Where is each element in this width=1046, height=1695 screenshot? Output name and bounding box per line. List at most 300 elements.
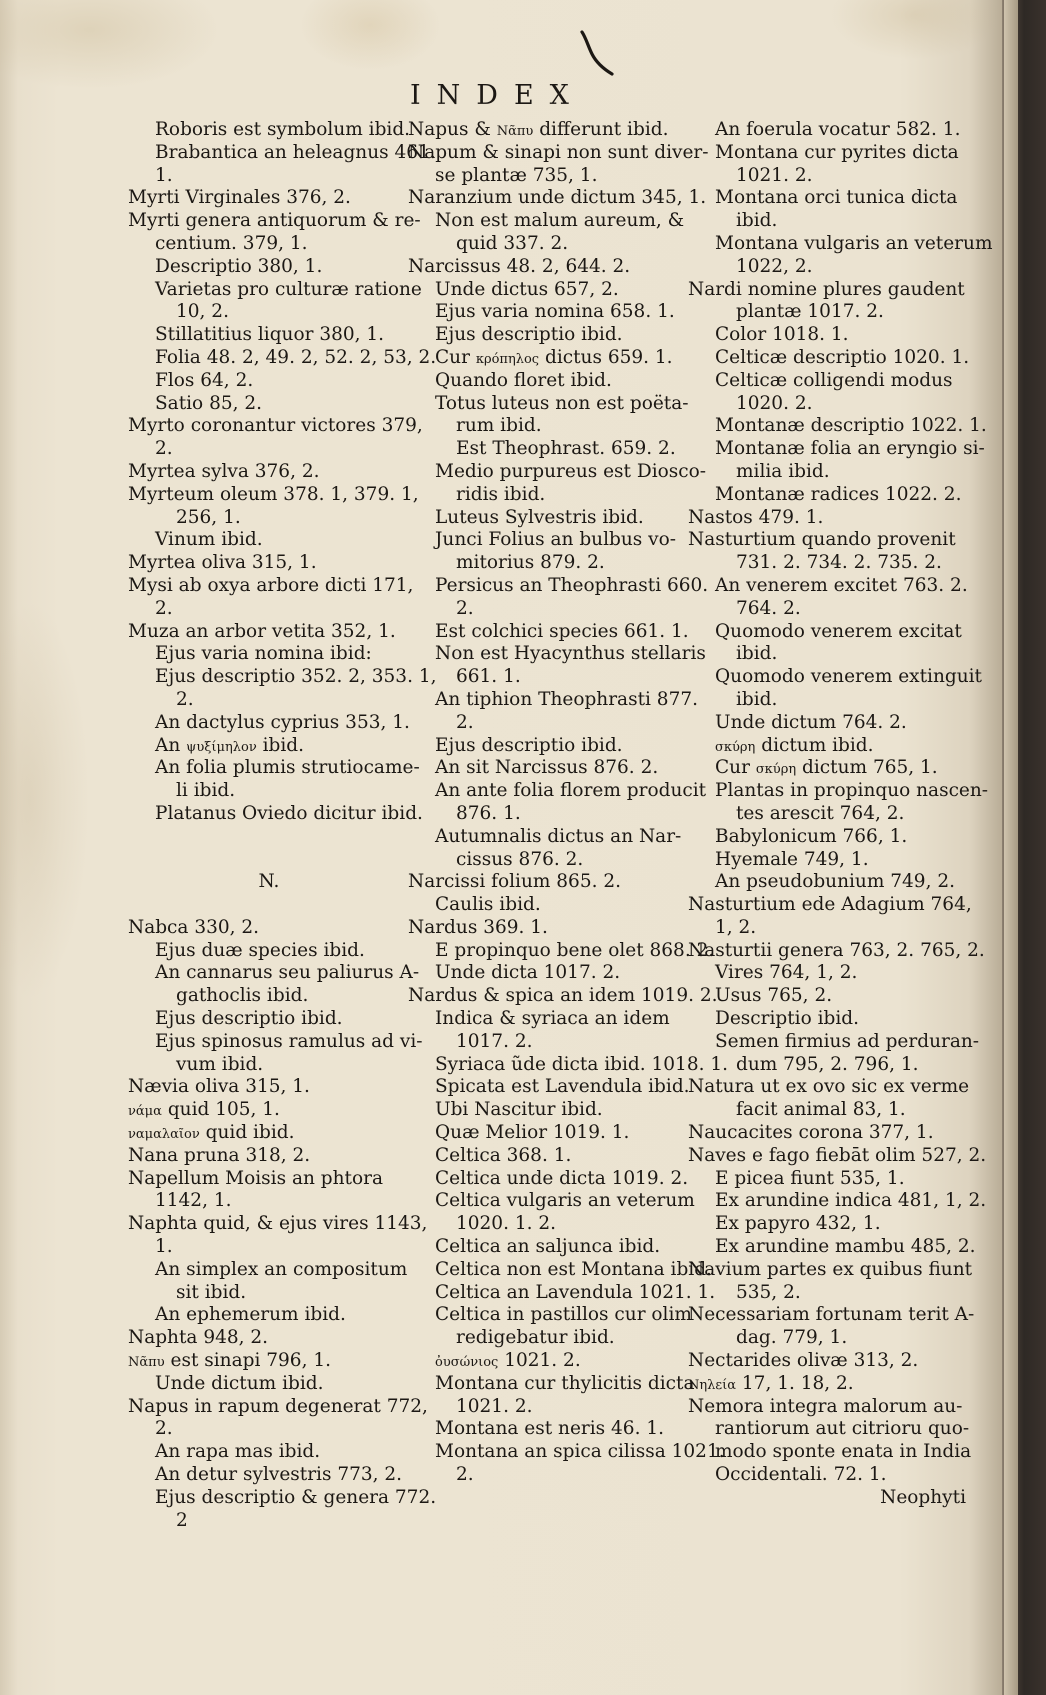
entry-text: 2. <box>155 597 173 619</box>
index-line <box>688 1464 966 1487</box>
index-line <box>688 1099 966 1122</box>
index-line <box>128 1213 428 1236</box>
index-line <box>408 484 690 507</box>
entry-text: Mysi ab oxya arbore dicti 171, <box>128 574 414 596</box>
index-line <box>688 757 966 780</box>
index-line <box>128 1076 410 1099</box>
greek-term: κρόπηλος <box>475 351 540 367</box>
entry-text: Nabca 330, 2. <box>128 916 260 938</box>
entry-text: 731. 2. 734. 2. 735. 2. <box>736 552 942 574</box>
index-line <box>688 529 966 552</box>
entry-text: Myrteum oleum 378. 1, 379. 1, <box>128 483 419 505</box>
entry-reference: quid ibid. <box>205 1122 295 1144</box>
top-mark <box>578 28 618 78</box>
entry-text: An dactylus cyprius 353, 1. <box>155 711 410 733</box>
index-line <box>408 438 690 461</box>
index-line <box>688 780 989 803</box>
index-line <box>128 917 410 940</box>
entry-text: Cur <box>715 757 750 779</box>
entry-text: 2 <box>176 1509 188 1531</box>
index-line <box>128 1145 410 1168</box>
greek-term: Νᾶπυ <box>128 1355 165 1371</box>
entry-text: 1. <box>155 164 173 186</box>
entry-text: Celtica non est Montana ibid. <box>435 1258 712 1280</box>
index-line <box>128 1395 428 1419</box>
entry-text: Platanus Oviedo dicitur ibid. <box>155 802 423 824</box>
index-line <box>408 347 690 370</box>
entry-text: Nasturtium quando provenit <box>688 529 956 551</box>
index-line <box>408 119 690 142</box>
entry-text: facit animal 83, 1. <box>736 1099 906 1121</box>
entry-text: Unde dictum 764. 2. <box>715 711 907 733</box>
entry-text: 10, 2. <box>176 301 229 323</box>
entry-text: Montana est neris 46. 1. <box>435 1418 664 1440</box>
entry-text: Necessariam fortunam terit A- <box>688 1304 975 1326</box>
entry-text: 661. 1. <box>456 666 521 688</box>
index-line <box>688 165 966 188</box>
index-line <box>128 393 410 416</box>
entry-reference: dictum 765, 1. <box>802 757 938 779</box>
index-line <box>408 187 707 210</box>
index-line <box>408 370 690 393</box>
entry-text: ibid. <box>736 688 778 710</box>
index-line <box>128 574 414 598</box>
index-line <box>128 1486 437 1510</box>
entry-text: gathoclis ibid. <box>176 985 309 1007</box>
entry-text: ibid. <box>736 210 778 232</box>
index-line <box>688 301 966 324</box>
index-line <box>128 940 410 963</box>
index-line <box>688 1190 987 1213</box>
entry-text: An venerem excitet 763. 2. <box>715 574 968 596</box>
index-line <box>688 1008 966 1031</box>
index-line <box>408 165 690 188</box>
index-line <box>128 141 436 165</box>
index-line <box>128 643 410 666</box>
index-line <box>128 461 410 484</box>
binding-edge <box>1004 0 1018 1695</box>
index-line <box>128 1099 410 1122</box>
entry-text: li ibid. <box>176 780 236 802</box>
entry-text: Naphta 948, 2. <box>128 1327 269 1349</box>
entry-reference: dictus 659. 1. <box>544 346 673 368</box>
index-line <box>128 1054 410 1077</box>
entry-text: Spicata est Lavendula ibid. <box>435 1076 690 1098</box>
index-line <box>688 894 972 917</box>
entry-text: Narcissus 48. 2, 644. 2. <box>408 255 631 277</box>
index-line <box>688 438 985 461</box>
entry-text: Myrti Virginales 376, 2. <box>128 187 351 209</box>
entry-text: Unde dicta 1017. 2. <box>435 962 621 984</box>
index-line <box>408 141 709 165</box>
index-line <box>688 917 966 940</box>
index-line <box>688 461 966 484</box>
entry-text: 2. <box>456 711 474 733</box>
greek-term: ναμαλαῖον <box>128 1127 200 1143</box>
entry-text: Nævia oliva 315, 1. <box>128 1076 310 1098</box>
index-line <box>128 1441 410 1464</box>
index-line <box>408 1396 690 1419</box>
entry-text: centium. 379, 1. <box>155 232 308 254</box>
index-line <box>128 802 423 826</box>
entry-text: 876. 1. <box>456 802 521 824</box>
index-line <box>688 1122 966 1145</box>
index-line <box>408 233 690 256</box>
index-line <box>408 1122 690 1145</box>
index-line <box>688 1144 987 1168</box>
entry-text: Montana vulgaris an veterum <box>715 232 993 254</box>
index-line <box>128 1236 410 1259</box>
entry-text: Montana an spica cilissa 1021. <box>435 1441 725 1463</box>
entry-text: Nasturtium ede Adagium 764, <box>688 894 972 916</box>
entry-text: An foerula vocatur 582. 1. <box>715 119 961 140</box>
index-line <box>408 894 690 917</box>
entry-text: Celtica an Lavendula 1021. 1. <box>435 1281 716 1303</box>
entry-text: An folia plumis strutiocame- <box>155 757 420 779</box>
index-line <box>688 962 966 985</box>
index-line <box>408 1372 695 1396</box>
greek-term: ψυξίμηλον <box>186 739 257 755</box>
entry-reference: 17, 1. 18, 2. <box>741 1372 854 1394</box>
column-spacer <box>128 826 410 872</box>
index-line <box>688 598 966 621</box>
index-line <box>688 1441 972 1464</box>
entry-text: An rapa mas ibid. <box>155 1441 321 1463</box>
entry-text: Ejus descriptio ibid. <box>155 1008 343 1030</box>
entry-text: Folia 48. 2, 49. 2, 52. 2, 53, 2. <box>155 346 437 368</box>
entry-text: Unde dictus 657, 2. <box>435 278 619 300</box>
entry-text: 1. <box>155 1236 173 1258</box>
entry-text: Medio purpureus est Diosco- <box>435 460 706 482</box>
entry-text: Est colchici species 661. 1. <box>435 620 689 642</box>
entry-text: Caulis ibid. <box>435 894 541 916</box>
entry-text: sit ibid. <box>176 1281 247 1303</box>
entry-text: 1020. 1. 2. <box>456 1213 557 1235</box>
index-line <box>128 1030 423 1054</box>
entry-text: Muza an arbor vetita 352, 1. <box>128 620 396 642</box>
index-line <box>408 460 706 484</box>
entry-text: Descriptio ibid. <box>715 1008 860 1030</box>
entry-text: Neophyti <box>880 1486 966 1508</box>
entry-text: Narcissi folium 865. 2. <box>408 871 622 893</box>
index-line <box>688 415 987 438</box>
index-line <box>128 483 419 507</box>
entry-text: Celticæ descriptio 1020. 1. <box>715 346 970 368</box>
entry-text: 1142, 1. <box>155 1190 232 1212</box>
index-line <box>128 278 422 302</box>
entry-text: Vinum ibid. <box>155 529 263 551</box>
index-line <box>688 735 966 758</box>
entry-text: Ejus descriptio ibid. <box>435 734 623 756</box>
index-line <box>688 119 966 142</box>
entry-text: Myrti genera antiquorum & re- <box>128 210 421 232</box>
index-line <box>688 507 966 530</box>
entry-text: Luteus Sylvestris ibid. <box>435 506 644 528</box>
entry-text: Ejus descriptio ibid. <box>435 324 623 346</box>
index-line <box>128 415 423 438</box>
index-line <box>128 985 410 1008</box>
index-line <box>128 1304 410 1327</box>
entry-text: Quomodo venerem extinguit <box>715 666 982 688</box>
entry-text: Napus & <box>408 119 491 140</box>
entry-text: An sit Narcissus 876. 2. <box>435 757 659 779</box>
index-line <box>408 688 699 712</box>
index-line <box>688 142 966 165</box>
entry-text: Montanæ radices 1022. 2. <box>715 483 962 505</box>
index-line <box>408 871 690 894</box>
entry-text: Naucacites corona 377, 1. <box>688 1122 934 1144</box>
entry-text: quid 337. 2. <box>456 232 569 254</box>
index-line <box>408 939 715 963</box>
entry-text: 1022, 2. <box>736 255 813 277</box>
entry-text: Nardus 369. 1. <box>408 916 548 938</box>
entry-text: dag. 779, 1. <box>736 1327 848 1349</box>
index-line <box>128 346 437 370</box>
index-line <box>408 552 690 575</box>
index-line <box>408 1053 729 1077</box>
index-line <box>408 962 690 985</box>
index-line <box>408 1145 690 1168</box>
entry-text: Stillatitius liquor 380, 1. <box>155 324 385 346</box>
index-line <box>688 370 966 393</box>
entry-text: Ex arundine indica 481, 1, 2. <box>715 1190 987 1212</box>
index-line <box>408 507 690 530</box>
index-line <box>408 1441 725 1464</box>
entry-text: Babylonicum 766, 1. <box>715 825 908 847</box>
entry-text: Nana pruna 318, 2. <box>128 1144 311 1166</box>
index-line <box>128 1122 410 1145</box>
entry-text: cissus 876. 2. <box>456 848 584 870</box>
entry-text: Ejus varia nomina 658. 1. <box>435 301 675 323</box>
index-line <box>688 1304 975 1327</box>
index-line <box>408 1031 690 1054</box>
index-line <box>408 1168 690 1191</box>
index-line <box>688 939 985 963</box>
index-line <box>688 484 966 507</box>
entry-text: 2. <box>456 1464 474 1486</box>
greek-term: ὀυσώνιος <box>435 1355 499 1371</box>
index-line <box>408 735 690 758</box>
index-line <box>688 643 966 666</box>
greek-term: Νᾶπυ <box>496 124 534 139</box>
entry-text: 1021. 2. <box>736 164 813 186</box>
index-line <box>408 1281 716 1305</box>
entry-text: An ante folia florem producit <box>435 780 707 802</box>
index-line <box>688 1373 966 1396</box>
entry-text: Descriptio 380, 1. <box>155 255 323 277</box>
entry-text: N. <box>258 871 280 893</box>
entry-text: ibid. <box>736 643 778 665</box>
index-line <box>688 849 966 872</box>
column-spacer <box>128 894 410 917</box>
entry-text: Nasturtii genera 763, 2. 765, 2. <box>688 939 985 961</box>
entry-text: Ejus duæ species ibid. <box>155 939 365 961</box>
entry-text: vum ibid. <box>176 1053 264 1075</box>
index-line <box>688 1327 966 1350</box>
index-line <box>408 574 709 598</box>
entry-reference: quid 105, 1. <box>167 1099 280 1121</box>
entry-text: ridis ibid. <box>456 483 546 505</box>
entry-text: 535, 2. <box>736 1281 801 1303</box>
index-line <box>688 279 966 302</box>
entry-text: 764. 2. <box>736 597 801 619</box>
index-line <box>128 1373 410 1396</box>
entry-text: Junci Folius an bulbus vo- <box>435 529 676 551</box>
index-line <box>408 985 718 1008</box>
index-line <box>688 187 966 210</box>
index-line <box>128 301 410 324</box>
index-line <box>688 871 966 894</box>
entry-text: Semen firmius ad perduran- <box>715 1030 980 1052</box>
entry-text: An pseudobunium 749, 2. <box>715 871 955 893</box>
entry-text: Indica & syriaca an idem <box>435 1008 670 1030</box>
index-line <box>688 1282 966 1305</box>
index-line <box>408 666 690 689</box>
entry-text: rum ibid. <box>456 415 542 437</box>
entry-text: Usus 765, 2. <box>715 985 833 1007</box>
index-line <box>688 552 966 575</box>
entry-text: modo sponte enata in India <box>715 1441 972 1463</box>
entry-text: Hyemale 749, 1. <box>715 848 869 870</box>
index-line <box>688 712 966 735</box>
index-line <box>408 1099 690 1122</box>
entry-text: Ubi Nascitur ibid. <box>435 1099 603 1121</box>
entry-text: Brabantica an heleagnus 461. <box>155 141 436 163</box>
entry-text: Ejus descriptio 352. 2, 353. 1, <box>155 666 437 688</box>
index-line <box>128 1259 410 1282</box>
entry-text: Navium partes ex quibus fiunt <box>688 1258 973 1280</box>
entry-text: Autumnalis dictus an Nar- <box>435 825 682 847</box>
entry-text: 2. <box>456 597 474 619</box>
greek-term: σκύρη <box>755 762 797 778</box>
index-line <box>688 1350 966 1373</box>
index-line <box>128 233 410 256</box>
entry-text: An detur sylvestris 773, 2. <box>155 1464 403 1486</box>
entry-text: Napus in rapum degenerat 772, <box>128 1395 428 1417</box>
index-line <box>128 187 410 210</box>
entry-text: Roboris est symbolum ibid. <box>155 119 411 140</box>
index-line <box>408 1076 690 1099</box>
index-line <box>128 757 420 780</box>
index-line <box>408 1008 690 1031</box>
index-line <box>688 1030 980 1054</box>
entry-text: An ephemerum ibid. <box>155 1304 346 1326</box>
entry-text: Est Theophrast. 659. 2. <box>456 438 676 460</box>
index-line <box>688 1076 970 1099</box>
index-line <box>408 1418 690 1441</box>
entry-text: Quando floret ibid. <box>435 369 612 391</box>
index-line <box>408 712 690 735</box>
entry-text: Non est malum aureum, & <box>435 210 685 232</box>
index-line <box>688 689 966 712</box>
index-line <box>128 552 410 575</box>
index-line <box>128 1464 410 1487</box>
index-line <box>408 279 690 302</box>
index-line <box>408 1304 690 1327</box>
entry-reference: 1021. 2. <box>504 1350 581 1372</box>
index-line <box>688 1054 966 1077</box>
entry-text: 1, 2. <box>715 916 757 938</box>
entry-text: Celtica unde dicta 1019. 2. <box>435 1167 689 1189</box>
entry-text: 256, 1. <box>176 506 241 528</box>
entry-text: Montanæ descriptio 1022. 1. <box>715 415 987 437</box>
index-line <box>408 301 690 324</box>
index-line <box>408 1236 690 1259</box>
entry-text: Myrtea sylva 376, 2. <box>128 460 320 482</box>
entry-text: Myrto coronantur victores 379, <box>128 415 423 437</box>
entry-text: Natura ut ex ovo sic ex verme <box>688 1076 970 1098</box>
entry-text: Satio 85, 2. <box>155 392 263 414</box>
entry-text: 2. <box>155 438 173 460</box>
index-line <box>128 1168 410 1191</box>
index-line <box>128 119 410 142</box>
entry-text: Ejus descriptio & genera 772. <box>155 1486 437 1508</box>
index-line <box>128 666 437 689</box>
index-line <box>128 256 410 279</box>
entry-text: An <box>155 734 181 756</box>
index-line <box>688 666 982 689</box>
entry-reference: dictum ibid. <box>761 734 874 756</box>
entry-text: Ex papyro 432, 1. <box>715 1213 881 1235</box>
entry-text: E picea fiunt 535, 1. <box>715 1167 905 1189</box>
index-line <box>688 393 966 416</box>
index-line <box>128 1190 410 1213</box>
index-line <box>688 1236 976 1259</box>
entry-text: Syriaca ũde dicta ibid. 1018. 1. <box>435 1053 729 1075</box>
entry-text: Celtica 368. 1. <box>435 1144 572 1166</box>
index-line <box>128 598 410 621</box>
entry-text: Naves e fago fiebāt olim 527, 2. <box>688 1144 987 1166</box>
index-line <box>688 575 966 598</box>
index-line <box>408 917 690 940</box>
entry-text: Nemora integra malorum au- <box>688 1395 963 1417</box>
entry-text: 2. <box>176 688 194 710</box>
index-line <box>128 370 410 393</box>
entry-text: Naranzium unde dictum 345, 1. <box>408 187 707 209</box>
entry-text: tes arescit 764, 2. <box>736 802 905 824</box>
index-line <box>128 1282 410 1305</box>
entry-text: Napellum Moisis an phtora <box>128 1167 383 1189</box>
entry-text: Montana orci tunica dicta <box>715 187 958 209</box>
index-line <box>688 1418 970 1441</box>
index-line <box>688 1168 966 1191</box>
entry-text: Nastos 479. 1. <box>688 506 824 528</box>
entry-text: Varietas pro culturæ ratione <box>155 278 422 300</box>
index-line <box>408 621 690 644</box>
entry-reference: differunt ibid. <box>539 119 669 140</box>
entry-text: Ejus varia nomina ibid: <box>155 643 372 665</box>
entry-text: Non est Hyacynthus stellaris <box>435 643 706 665</box>
greek-term: Νηλεία <box>688 1377 737 1393</box>
entry-reference: ibid. <box>262 734 305 756</box>
index-line <box>128 507 410 530</box>
index-line <box>128 1008 410 1031</box>
index-line <box>408 803 690 826</box>
entry-text: Persicus an Theophrasti 660. <box>435 574 709 596</box>
entry-text: Quomodo venerem excitat <box>715 620 962 642</box>
entry-text: Montana cur thylicitis dicta <box>435 1372 695 1394</box>
entry-text: milia ibid. <box>736 460 830 482</box>
entry-text: 2. <box>155 1418 173 1440</box>
index-line <box>128 689 410 712</box>
entry-text: Cur <box>435 346 470 368</box>
index-line <box>408 849 690 872</box>
index-line <box>128 962 420 985</box>
index-line <box>128 1350 410 1373</box>
index-line <box>128 438 410 461</box>
entry-text: Celtica an saljunca ibid. <box>435 1236 661 1258</box>
index-line <box>128 735 410 758</box>
